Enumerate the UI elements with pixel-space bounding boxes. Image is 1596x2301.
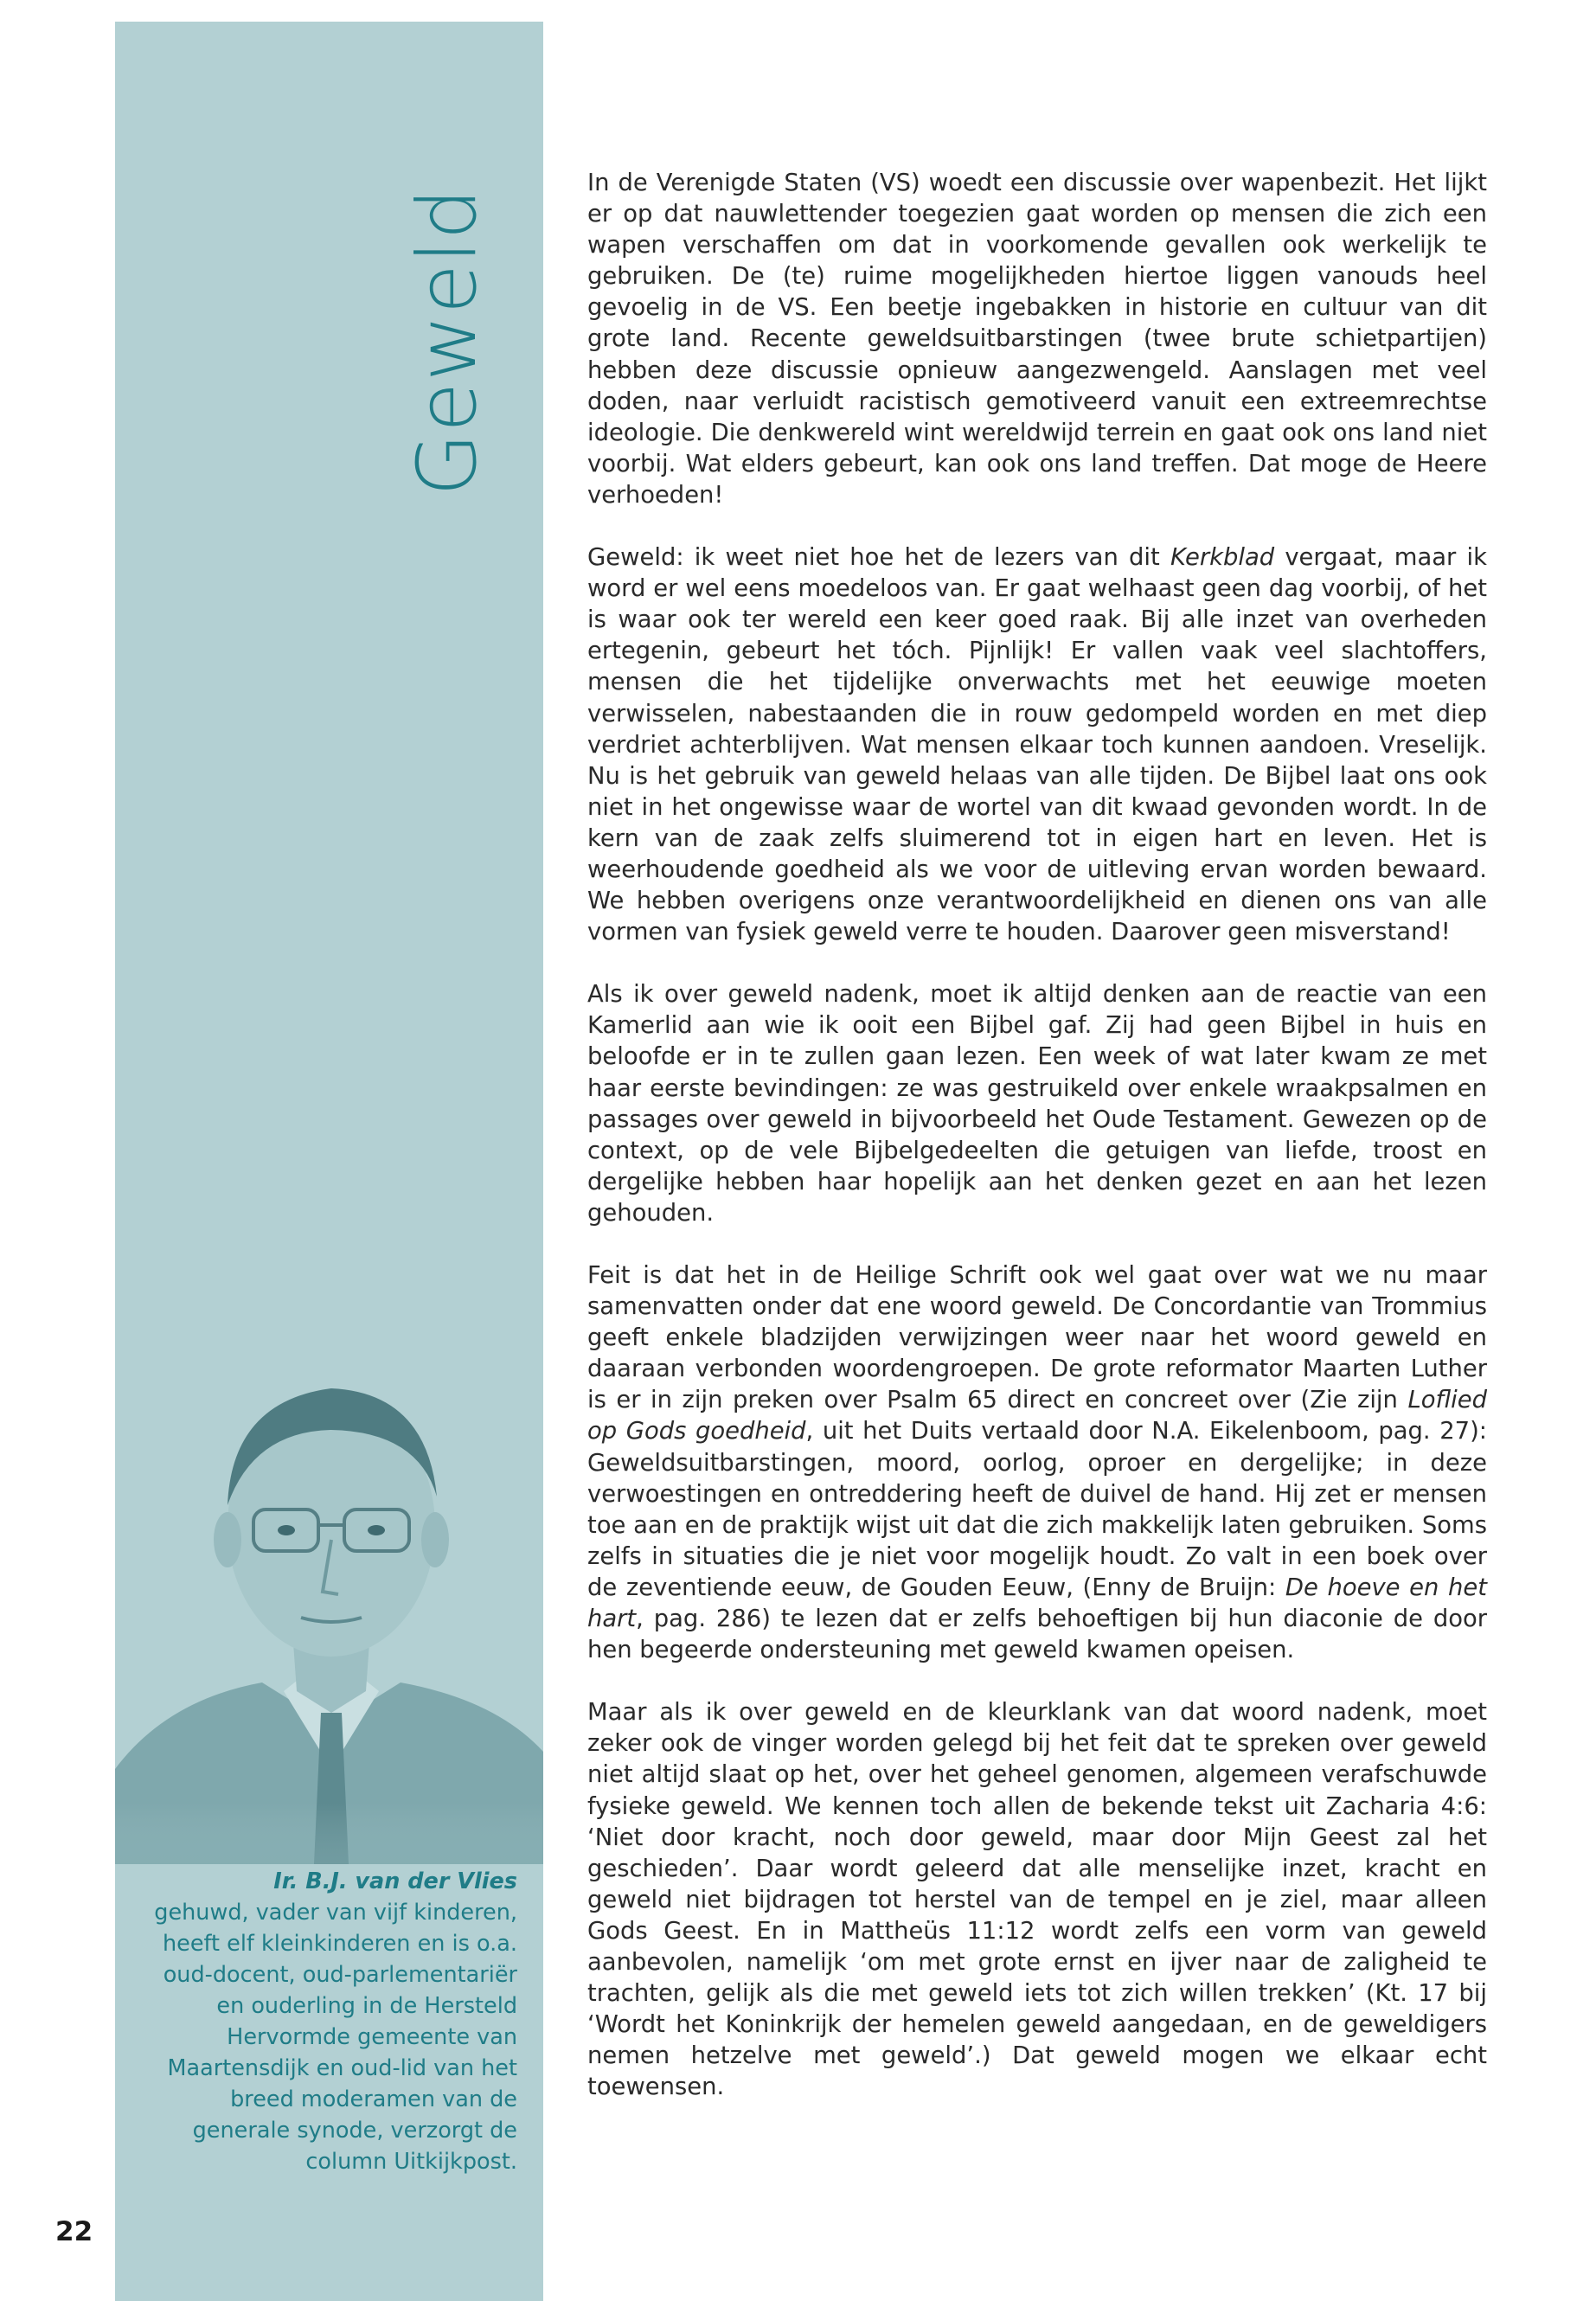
publication-title: Kerkblad (1170, 544, 1275, 572)
article-body (587, 168, 1487, 2103)
author-name: Ir. B.J. van der Vlies (273, 1868, 517, 1894)
page-title: Geweld (401, 187, 495, 497)
book-title: Loflied op Gods goedheid (587, 1387, 1487, 1445)
author-bio (150, 1866, 517, 2177)
paragraph: Feit is dat het in de Heilige Schrift ook wel gaat over wat we nu maar samenvatten onder dat ene woord geweld. De Concordantie van Trommius geeft enkele bladzijden verwijzingen weer naar het woord geweld en daaraan verbonden woordengroepen. De grote reformator Maarten Luther is er in zijn preken over Psalm 65 direct en concreet over (Zie zijn Loflied op Gods goedheid, uit het Duits vertaald door N.A. Eikelenboom, pag. 27): Geweldsuitbarstingen, moord, oorlog, oproer en dergelijke; in deze verwoestingen en ontreddering heeft de duivel de hand. Hij zet er mensen toe aan en de praktijk wijst uit dat die zich makkelijk laten gebruiken. Soms zelfs in situaties die je niet voor mogelijk houdt. Zo valt in een boek over de zeventiende eeuw, de Gouden Eeuw, (Enny de Bruijn: De hoeve en het hart, pag. 286) te lezen dat er zelfs behoeftigen bij hun diaconie de door hen begeerde ondersteuning met geweld kwamen opeisen. (587, 1262, 1487, 1664)
page-number: 22 (55, 2216, 93, 2247)
sidebar-panel (115, 22, 543, 2301)
paragraph: Als ik over geweld nadenk, moet ik altijd denken aan de reactie van een Kamerlid aan wie ik ooit een Bijbel gaf. Zij had geen Bijbel in huis en beloofde er in te zullen gaan lezen. Een week of wat later kwam ze met haar eerste bevindingen: ze was gestruikeld over enkele wraakpsalmen en passages over geweld in bijvoorbeeld het Oude Testament. Gewezen op de context, op de vele Bijbelgedeelten die getuigen van liefde, troost en dergelijke hebben haar hopelijk aan het denken gezet en aan het lezen gehouden. (587, 981, 1487, 1227)
title-container (401, 186, 496, 497)
paragraph: Geweld: ik weet niet hoe het de lezers van dit Kerkblad vergaat, maar ik word er wel eens moedeloos van. Er gaat welhaast geen dag voorbij, of het is waar ook ter wereld een keer goed raak. Bij alle inzet van overheden ertegenin, gebeurt het tóch. Pijnlijk! Er vallen vaak veel slachtoffers, mensen die het tijdelijke onverwachts met het eeuwige moeten verwisselen, nabestaanden die in rouw gedompeld worden en met diep verdriet achterblijven. Wat mensen elkaar toch kunnen aandoen. Vreselijk. Nu is het gebruik van geweld helaas van alle tijden. De Bijbel laat ons ook niet in het ongewisse waar de wortel van dit kwaad gevonden wordt. In de kern van de zaak zelfs sluimerend tot in eigen hart en leven. Het is weerhoudende goedheid als we voor de uitleving ervan worden bewaard. We hebben overigens onze verantwoordelijkheid en dienen ons van alle vormen van fysiek geweld verre te houden. Daarover geen misverstand! (587, 544, 1487, 946)
paragraph: In de Verenigde Staten (VS) woedt een discussie over wapenbezit. Het lijkt er op dat nauwlettender toegezien gaat worden op mensen die zich een wapen verschaffen om dat in voorkomende gevallen ook werkelijk te gebruiken. De (te) ruime mogelijkheden hiertoe liggen vanouds heel gevoelig in de VS. Een beetje ingebakken in historie en cultuur van dit grote land. Recente geweldsuitbarstingen (twee brute schietpartijen) hebben deze discussie opnieuw aangezwengeld. Aanslagen met veel doden, naar verluidt racistisch gemotiveerd vanuit een extreemrechtse ideologie. Die denkwereld wint wereldwijd terrein en gaat ook ons land niet voorbij. Wat elders gebeurt, kan ook ons land treffen. Dat moge de Heere verhoeden! (587, 170, 1487, 509)
book-title: De hoeve en het hart (587, 1574, 1487, 1633)
author-portrait (115, 1319, 543, 1864)
paragraph: Maar als ik over geweld en de kleurklank van dat woord nadenk, moet zeker ook de vinger worden gelegd bij het feit dat te spreken over geweld niet altijd slaat op het, over het geheel genomen, algemeen verafschuwde fysieke geweld. We kennen toch allen de bekende tekst uit Zacharia 4:6: ‘Niet door kracht, noch door geweld, maar door Mijn Geest zal het geschieden’. Daar wordt geleerd dat alle menselijke inzet, kracht en geweld niet bijdragen tot herstel van de tempel en je ziel, maar alleen Gods Geest. En in Mattheüs 11:12 wordt zelfs een vorm van geweld aanbevolen, namelijk ‘om met grote ernst en ijver naar de zaligheid te trachten, gelijk als die met geweld iets tot zich willen trekken’ (Kt. 17 bij ‘Wordt het Koninkrijk der hemelen geweld aangedaan, en de geweldigers nemen hetzelve met geweld’.) Dat geweld mogen we elkaar echt toewensen. (587, 1699, 1487, 2101)
author-description: gehuwd, vader van vijf kinderen, heeft elf kleinkinderen en is o.a. oud-docent, oud-parlementariër en ouderling in de Hersteld Hervormde gemeente van Maartensdijk en oud-lid van het breed moderamen van de generale synode, verzorgt de column Uitkijkpost. (154, 1900, 517, 2175)
